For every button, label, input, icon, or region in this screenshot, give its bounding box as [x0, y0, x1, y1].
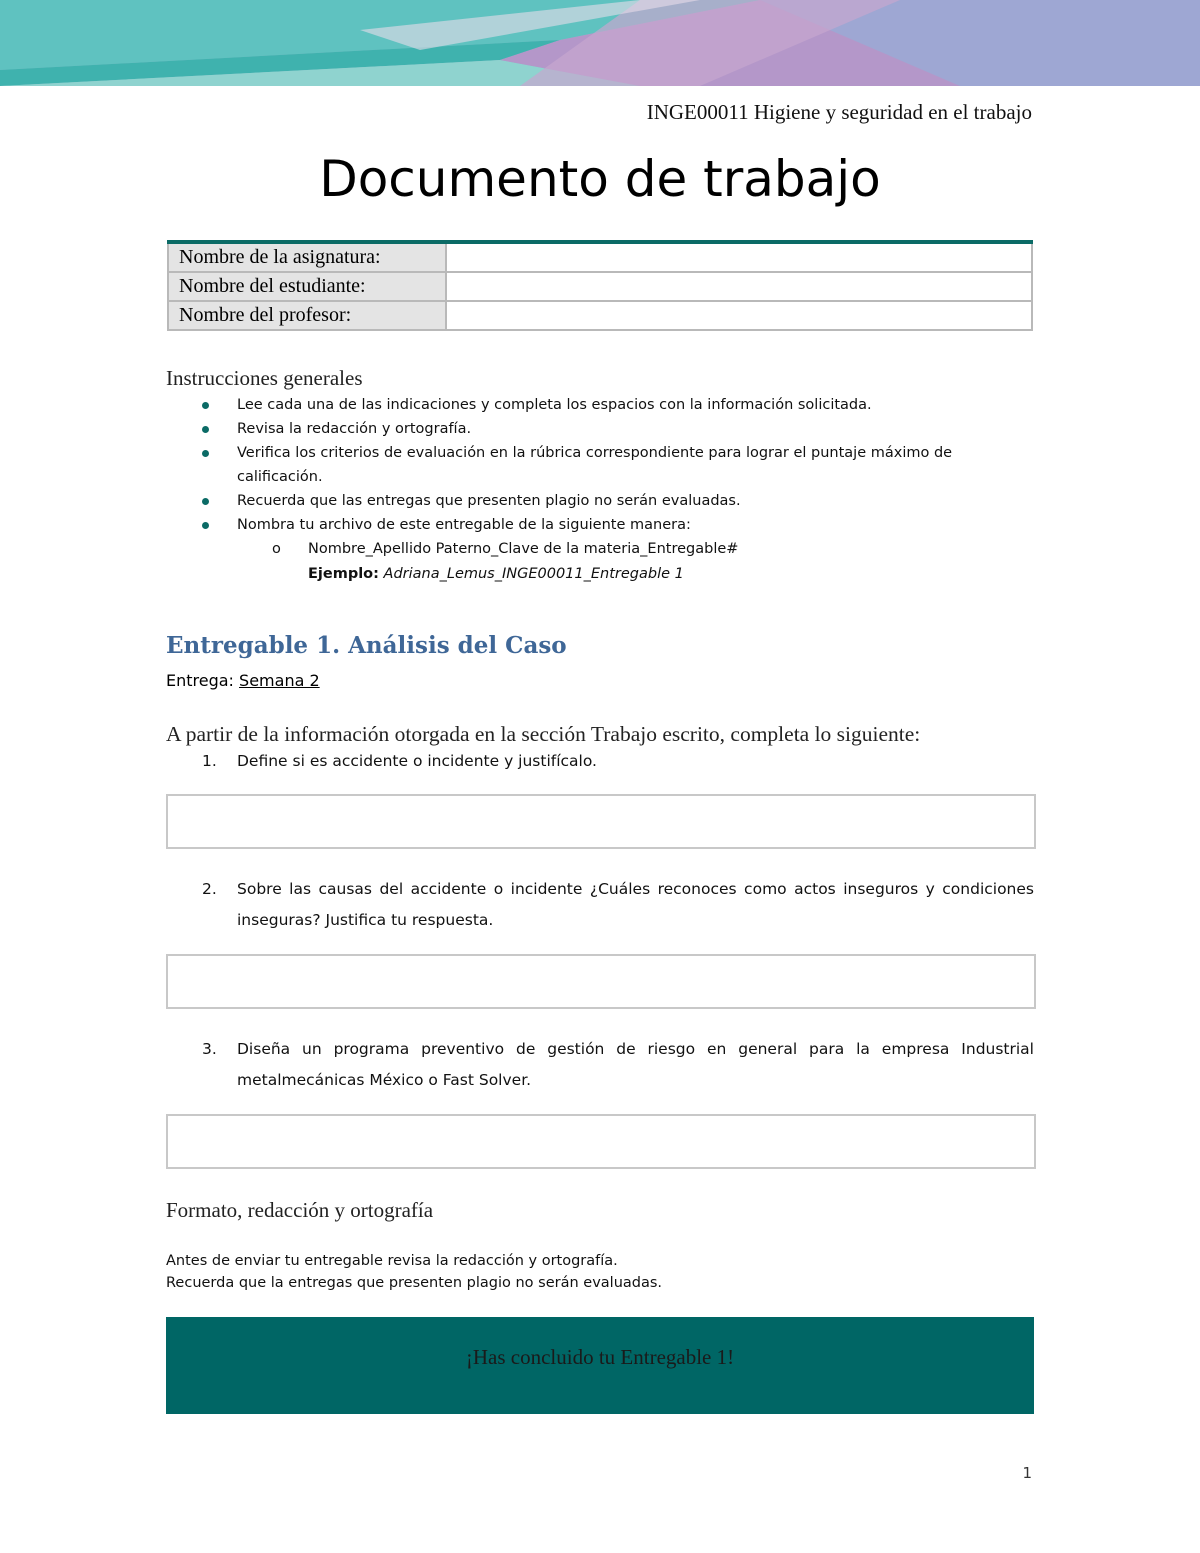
info-table [167, 240, 1033, 331]
instructions-heading: Instrucciones generales [166, 366, 363, 390]
deliverable-heading: Entregable 1. Análisis del Caso [166, 632, 567, 659]
professor-field[interactable] [446, 301, 1032, 330]
format-heading: Formato, redacción y ortografía [166, 1198, 434, 1222]
list-item: Recuerda que las entregas que presenten plagio no serán evaluadas. [200, 489, 1040, 513]
student-label: Nombre del estudiante: [168, 272, 446, 301]
table-row [168, 301, 1032, 330]
deliverable-intro: A partir de la información otorgada en la sección Trabajo escrito, completa lo siguiente: [166, 722, 921, 746]
list-item: Nombra tu archivo de este entregable de la siguiente manera: [200, 513, 1040, 537]
completion-banner [166, 1317, 1034, 1414]
example-line [308, 562, 738, 587]
question-number: 2. [202, 880, 217, 898]
sub-bullet-icon: o [272, 541, 281, 557]
bullet-icon [202, 498, 209, 505]
question-number: 1. [202, 752, 217, 770]
bullet-icon [202, 450, 209, 457]
question-3 [202, 1034, 1034, 1096]
course-header: INGE00011 Higiene y seguridad en el trabajo [646, 100, 1032, 124]
subject-label: Nombre de la asignatura: [168, 242, 446, 272]
bullet-icon [202, 402, 209, 409]
completion-message: ¡Has concluido tu Entregable 1! [465, 1345, 735, 1369]
question-number: 3. [202, 1040, 217, 1058]
file-name-format [272, 537, 738, 587]
answer-box-2[interactable] [166, 954, 1036, 1009]
table-row [168, 272, 1032, 301]
subject-field[interactable] [446, 242, 1032, 272]
list-item: Revisa la redacción y ortografía. [200, 417, 1040, 441]
question-text: Diseña un programa preventivo de gestión de riesgo en general para la empresa Industrial metalmecánicas México o Fast Solver. [237, 1040, 1034, 1089]
question-text: Define si es accidente o incidente y justifícalo. [237, 752, 597, 770]
format-notes [166, 1250, 662, 1294]
answer-box-3[interactable] [166, 1114, 1036, 1169]
format-line: Nombre_Apellido Paterno_Clave de la materia_Entregable# [308, 541, 739, 557]
example-label: Ejemplo: [308, 566, 379, 582]
format-note-2: Recuerda que la entregas que presenten plagio no serán evaluadas. [166, 1275, 663, 1291]
answer-box-1[interactable] [166, 794, 1036, 849]
due-label: Entrega: [166, 671, 234, 690]
due-value: Semana 2 [239, 671, 320, 690]
example-value: Adriana_Lemus_INGE00011_Entregable 1 [383, 566, 684, 582]
question-text: Sobre las causas del accidente o incidente ¿Cuáles reconoces como actos inseguros y condiciones inseguras? Justifica tu respuesta. [237, 880, 1034, 929]
header-banner-graphic [0, 0, 1200, 86]
list-item: Lee cada una de las indicaciones y completa los espacios con la información solicitada. [200, 393, 1040, 417]
list-item: Verifica los criterios de evaluación en la rúbrica correspondiente para lograr el puntaje máximo de calificación. [200, 441, 1040, 489]
professor-label: Nombre del profesor: [168, 301, 446, 330]
question-1 [202, 746, 1034, 777]
page-number: 1 [1022, 1464, 1032, 1482]
bullet-icon [202, 426, 209, 433]
table-row [168, 242, 1032, 272]
bullet-icon [202, 522, 209, 529]
student-field[interactable] [446, 272, 1032, 301]
instructions-list [200, 393, 1040, 537]
due-line [166, 671, 320, 690]
document-title: Documento de trabajo [319, 150, 881, 208]
format-note-1: Antes de enviar tu entregable revisa la redacción y ortografía. [166, 1253, 618, 1269]
question-2 [202, 874, 1034, 936]
